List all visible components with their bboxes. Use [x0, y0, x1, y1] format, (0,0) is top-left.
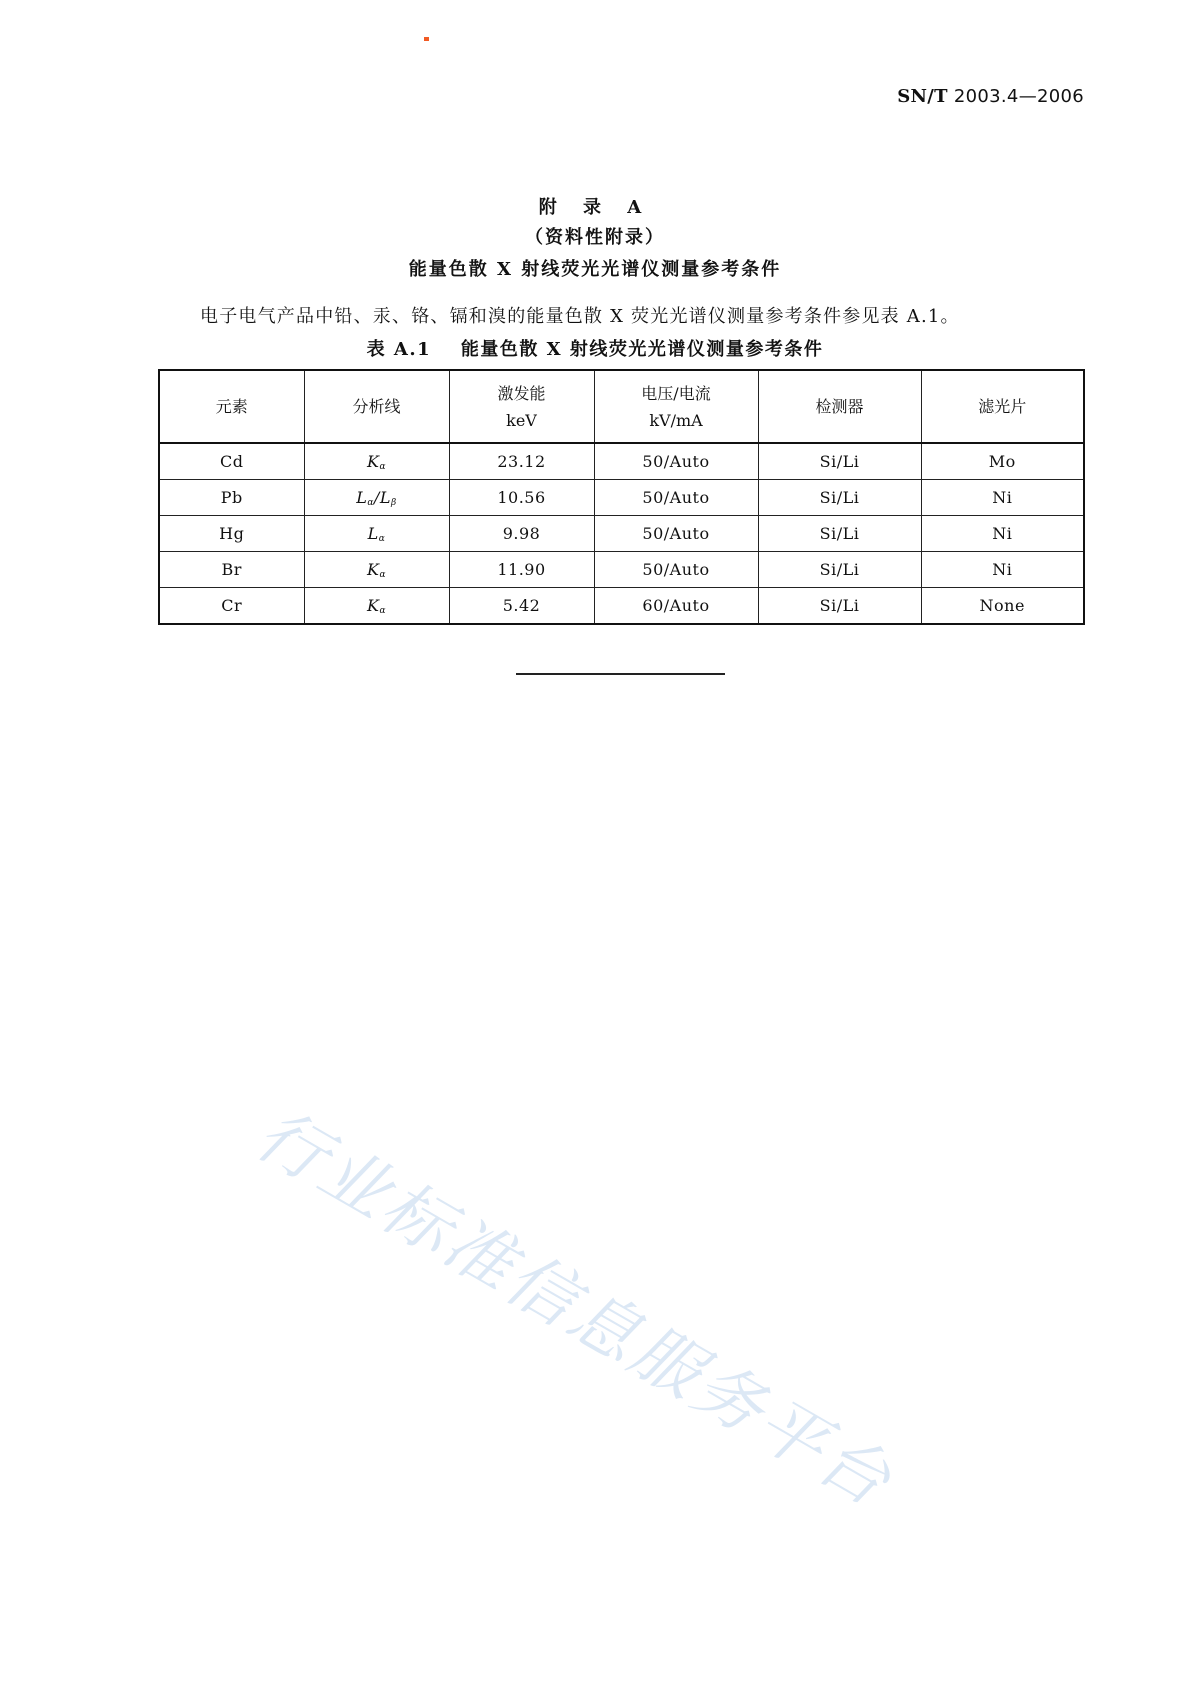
filter-cell: Ni [921, 516, 1084, 552]
voltage-cell: 50/Auto [594, 443, 758, 480]
analysis-line-cell: $K_\alpha$ [304, 552, 449, 588]
corner-mark [424, 37, 429, 41]
detector-cell: Si/Li [758, 443, 921, 480]
table-row [159, 516, 1084, 552]
code-number: 2003.4—2006 [953, 86, 1084, 107]
element-cell: Cd [159, 443, 304, 480]
table-row [159, 588, 1084, 625]
voltage-cell: 50/Auto [594, 480, 758, 516]
detector-cell: Si/Li [758, 588, 921, 625]
table-caption-title: 能量色散 X 射线荧光光谱仪测量参考条件 [460, 339, 824, 360]
energy-cell: 23.12 [449, 443, 594, 480]
energy-cell: 5.42 [449, 588, 594, 625]
detector-cell: Si/Li [758, 552, 921, 588]
header-cell: 检测器 [758, 370, 921, 443]
analysis-line-cell: $L_\alpha$ [304, 516, 449, 552]
header-cell: 滤光片 [921, 370, 1084, 443]
detector-cell: Si/Li [758, 480, 921, 516]
analysis-line-cell: $K_\alpha$ [304, 588, 449, 625]
element-cell: Cr [159, 588, 304, 625]
conditions-table [158, 369, 1085, 625]
appendix-label: 附 录 A [538, 197, 652, 218]
voltage-cell: 50/Auto [594, 516, 758, 552]
voltage-cell: 60/Auto [594, 588, 758, 625]
element-cell: Hg [159, 516, 304, 552]
filter-cell: None [921, 588, 1084, 625]
header-cell: 分析线 [304, 370, 449, 443]
energy-cell: 10.56 [449, 480, 594, 516]
table-row [159, 552, 1084, 588]
voltage-cell: 50/Auto [594, 552, 758, 588]
analysis-line-cell: $L_\alpha/L_\beta$ [304, 480, 449, 516]
element-cell: Pb [159, 480, 304, 516]
energy-cell: 11.90 [449, 552, 594, 588]
table-caption [0, 335, 1190, 361]
appendix-title: 能量色散 X 射线荧光光谱仪测量参考条件 [408, 259, 782, 280]
watermark: 行业标准信息服务平台 [243, 1094, 907, 1524]
appendix-type: （资料性附录） [525, 227, 665, 248]
element-cell: Br [159, 552, 304, 588]
table-header-row [159, 370, 1084, 443]
end-rule [516, 673, 725, 675]
intro-paragraph: 电子电气产品中铅、汞、铬、镉和溴的能量色散 X 荧光光谱仪测量参考条件参见表 A.1。 [200, 306, 960, 327]
analysis-line-cell: $K_\alpha$ [304, 443, 449, 480]
header-cell: 电压/电流 kV/mA [594, 370, 758, 443]
table-caption-number: 表 A.1 [366, 339, 432, 360]
filter-cell: Mo [921, 443, 1084, 480]
table-row [159, 480, 1084, 516]
filter-cell: Ni [921, 480, 1084, 516]
detector-cell: Si/Li [758, 516, 921, 552]
filter-cell: Ni [921, 552, 1084, 588]
table-row [159, 443, 1084, 480]
header-cell: 元素 [159, 370, 304, 443]
header-cell: 激发能 keV [449, 370, 594, 443]
document-code [897, 86, 1084, 107]
energy-cell: 9.98 [449, 516, 594, 552]
code-prefix: SN/T [897, 86, 948, 107]
